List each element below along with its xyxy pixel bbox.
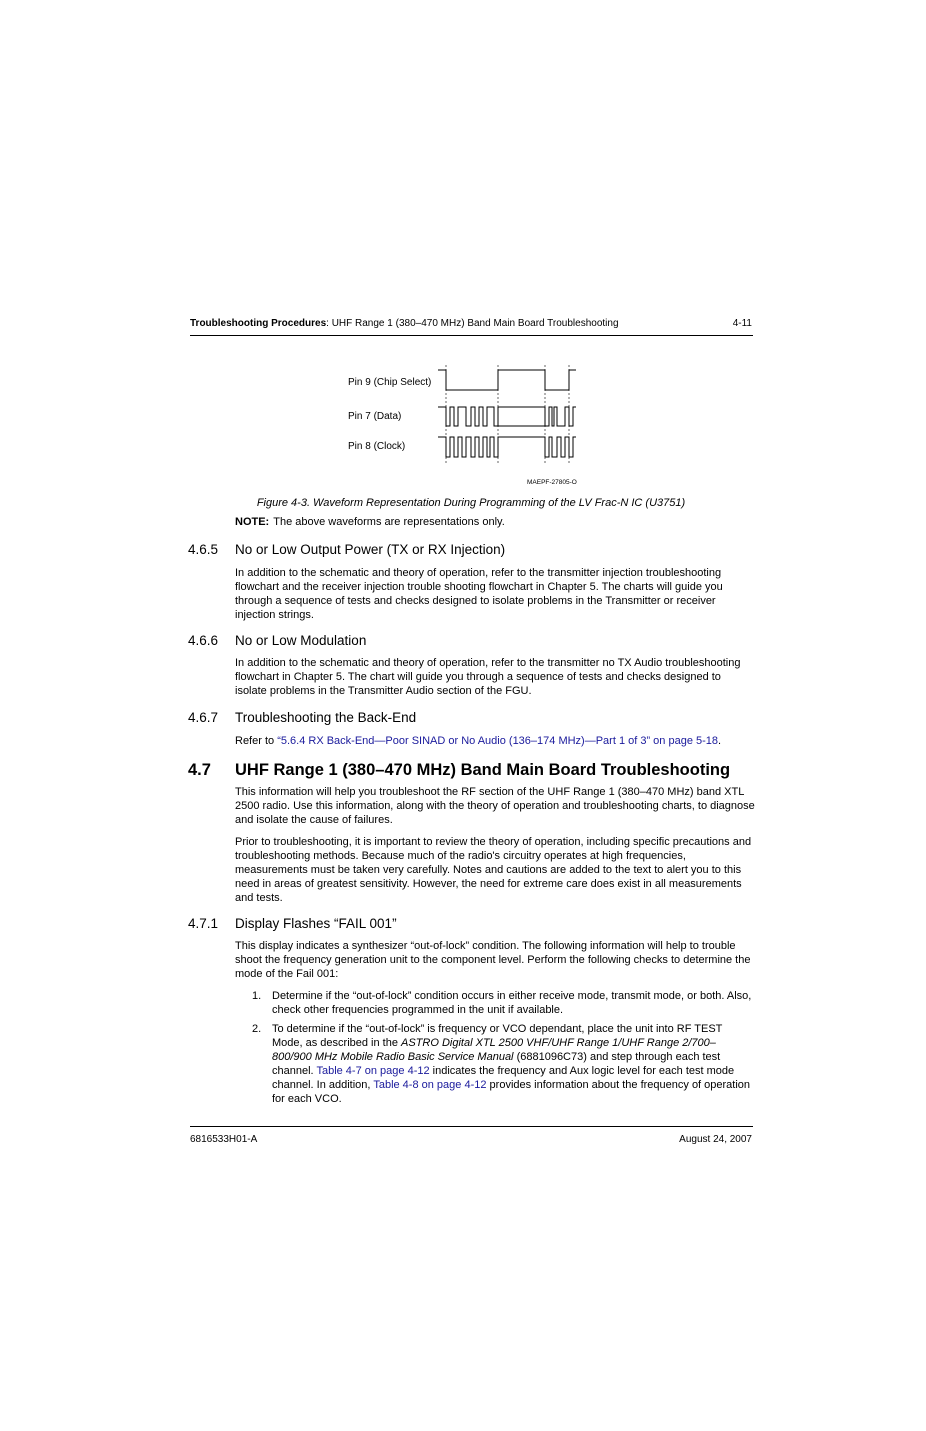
list-text-a: To determine if the “out-of-lock” is frequency or VCO dependant, place the unit into RF TEST Mode, as described in the bbox=[272, 1023, 723, 1049]
list-item bbox=[252, 989, 755, 1017]
section-4-6-5-body bbox=[235, 566, 755, 622]
paragraph: In addition to the schematic and theory of operation, refer to the transmitter injection troubleshooting flowchart and the receiver injection trouble shooting flowchart in Chapter 5. The charts will guide you through a sequence of tests and checks designed to isolate problems in the Transmitter or receiver injection strings. bbox=[235, 567, 723, 621]
table-4-7-link[interactable]: Table 4-7 on page 4-12 bbox=[316, 1065, 430, 1077]
list-text-b: (6881096C73) and step through each test channel. bbox=[272, 1051, 721, 1077]
section-number: 4.7 bbox=[188, 761, 211, 779]
section-number: 4.6.7 bbox=[188, 710, 219, 725]
waveform-diagram bbox=[430, 365, 580, 470]
refer-text: Refer to bbox=[235, 735, 278, 747]
footer-rule bbox=[190, 1126, 753, 1127]
clock-waveform bbox=[438, 437, 576, 457]
section-title: UHF Range 1 (380–470 MHz) Band Main Board Troubleshooting bbox=[235, 761, 731, 779]
section-number: 4.7.1 bbox=[188, 916, 219, 931]
header-rule bbox=[190, 335, 753, 336]
section-number: 4.6.5 bbox=[188, 542, 219, 557]
footer-doc-number: 6816533H01-A bbox=[190, 1134, 258, 1145]
section-title: No or Low Modulation bbox=[235, 633, 367, 648]
data-waveform bbox=[438, 407, 576, 426]
section-4-7-prior bbox=[235, 835, 755, 905]
list-number: 1. bbox=[252, 990, 262, 1002]
signal-label-clock: Pin 8 (Clock) bbox=[348, 441, 406, 452]
section-4-6-7-body bbox=[235, 734, 765, 748]
paragraph: In addition to the schematic and theory of operation, refer to the transmitter no TX Audio troubleshooting flowchart in Chapter 5. The chart will guide you through a sequence of tests and checks designed to isolate problems in the Transmitter Audio section of the FGU. bbox=[235, 657, 741, 697]
paragraph bbox=[235, 734, 765, 748]
note bbox=[235, 515, 505, 529]
section-4-6-6-body bbox=[235, 656, 755, 698]
cross-reference-link[interactable]: “5.6.4 RX Back-End—Poor SINAD or No Audio (136–174 MHz)—Part 1 of 3” on page 5-18 bbox=[277, 735, 719, 747]
section-4-7-1-body bbox=[235, 939, 755, 981]
paragraph: This display indicates a synthesizer “out-of-lock” condition. The following information will help to trouble shoot the frequency generation unit to the component level. Perform the following checks to determine the mode of the Fail 001: bbox=[235, 940, 751, 980]
list-text-d: provides information about the frequency of operation for each VCO. bbox=[272, 1079, 751, 1105]
signal-label-chip-select: Pin 9 (Chip Select) bbox=[348, 377, 432, 388]
header-section: : UHF Range 1 (380–470 MHz) Band Main Board Troubleshooting bbox=[326, 318, 619, 329]
page-number: 4-11 bbox=[732, 318, 752, 329]
list-text-c: indicates the frequency and Aux logic level for each test mode channel. In addition, bbox=[272, 1065, 735, 1091]
paragraph: This information will help you troubleshoot the RF section of the UHF Range 1 (380–470 MHz) band XTL 2500 radio. Use this information, along with the theory of operation and troubleshooting charts, to diagnose and isolate the cause of failures. bbox=[235, 786, 755, 826]
signal-label-data: Pin 7 (Data) bbox=[348, 411, 402, 422]
chip-select-waveform bbox=[438, 370, 576, 390]
note-text: The above waveforms are representations only. bbox=[273, 516, 505, 528]
figure-caption: Figure 4-3. Waveform Representation During Programming of the LV Frac-N IC (U3751) bbox=[256, 497, 686, 509]
list-item bbox=[252, 1022, 755, 1106]
note-label: NOTE: bbox=[235, 516, 270, 528]
header-chapter: Troubleshooting Procedures bbox=[190, 318, 327, 329]
footer-date: August 24, 2007 bbox=[679, 1134, 752, 1145]
section-title: No or Low Output Power (TX or RX Injection) bbox=[235, 542, 506, 557]
section-number: 4.6.6 bbox=[188, 633, 219, 648]
section-title: Display Flashes “FAIL 001” bbox=[235, 916, 397, 931]
section-title: Troubleshooting the Back-End bbox=[235, 710, 417, 725]
paragraph: Prior to troubleshooting, it is important to review the theory of operation, including specific precautions and troubleshooting methods. Because much of the radio's circuitry operates at high frequencies, measurements must be taken very carefully. Notes and cautions are added to the text to alert you to this need in areas of greatest sensitivity. However, the need for extreme care does exist in all measurements and tests. bbox=[235, 836, 752, 904]
checks-list bbox=[252, 989, 755, 1106]
section-4-7-intro bbox=[235, 785, 755, 827]
period: . bbox=[718, 735, 722, 747]
running-header bbox=[190, 317, 752, 331]
figure-id: MAEPF-27805-O bbox=[527, 479, 577, 486]
list-number: 2. bbox=[252, 1023, 262, 1035]
table-4-8-link[interactable]: Table 4-8 on page 4-12 bbox=[373, 1079, 487, 1091]
manual-title: ASTRO Digital XTL 2500 VHF/UHF Range 1/UHF Range 2/700–800/900 MHz Mobile Radio Basic Service Manual bbox=[272, 1037, 716, 1063]
list-text: Determine if the “out-of-lock” condition occurs in either receive mode, transmit mode, or both. Also, check other frequencies programmed in the unit if available. bbox=[272, 990, 752, 1016]
